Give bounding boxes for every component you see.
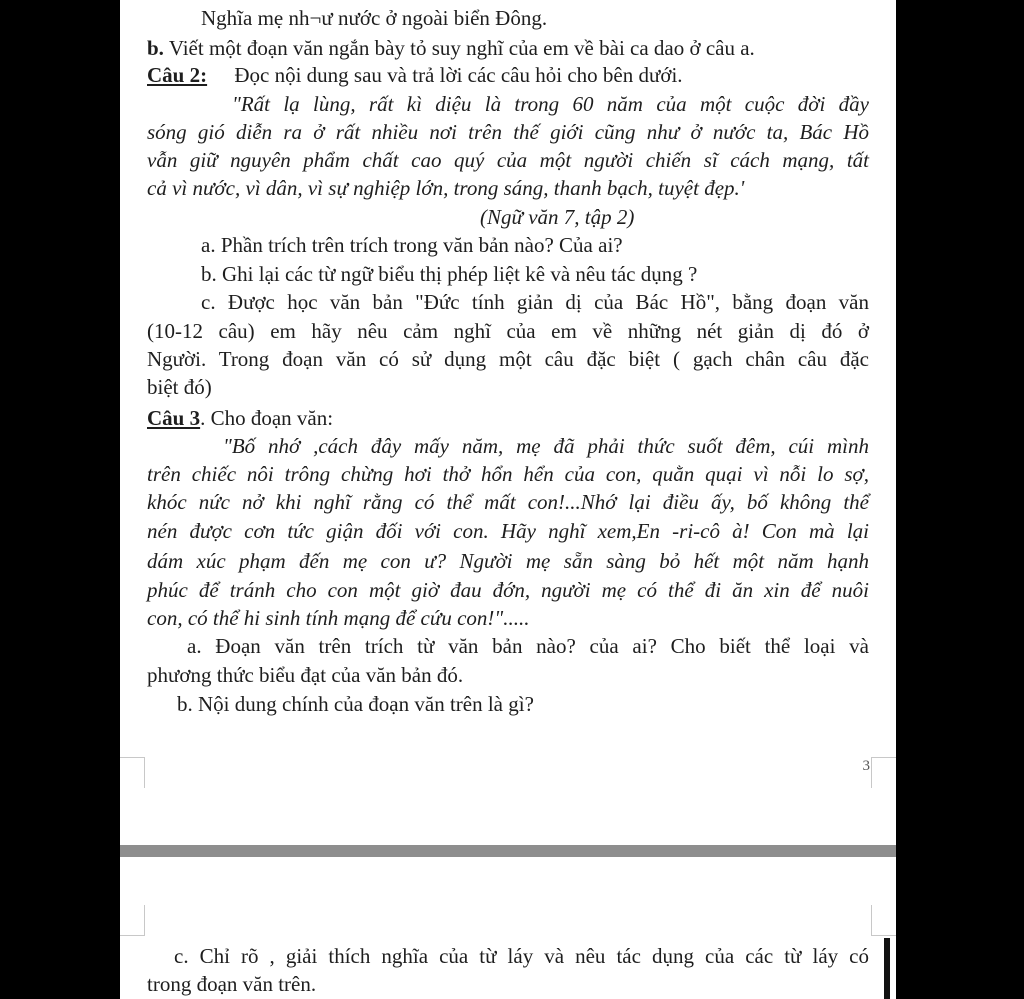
page-number: 3 <box>862 758 870 774</box>
page-separator <box>120 845 896 857</box>
document-page-1 <box>120 0 896 845</box>
quote-3-line-6: phúc để tránh cho con một giờ đau đớn, người mẹ có thể đi ăn xin để nuôi <box>147 578 869 602</box>
question-3a-line-1: a. Đoạn văn trên trích từ văn bản nào? của ai? Cho biết thể loại và <box>187 634 869 658</box>
question-2c-line-2: (10-12 câu) em hãy nêu cảm nghĩ của em về những nét giản dị đó ở <box>147 319 869 343</box>
margin-corner-mark-right <box>871 757 896 788</box>
question-3a-line-2: phương thức biểu đạt của văn bản đó. <box>147 663 464 687</box>
quote-2-line-2: sóng gió diễn ra ở rất nhiều nơi trên thế giới cũng như ở nước ta, Bác Hồ <box>147 120 869 144</box>
margin-corner-mark-left-2 <box>120 905 145 936</box>
question-1b-text: Viết một đoạn văn ngắn bày tỏ suy nghĩ của em về bài ca dao ở câu a. <box>168 36 755 60</box>
question-3-label: Câu 3 <box>147 406 201 430</box>
question-1b <box>147 35 869 62</box>
document-page-2 <box>120 857 896 999</box>
question-2-instruction: Đọc nội dung sau và trả lời các câu hỏi cho bên dưới. <box>234 63 683 87</box>
question-2c-line-3: Người. Trong đoạn văn có sử dụng một câu đặc biệt ( gạch chân câu đặc <box>147 347 869 371</box>
question-2c-line-1: c. Được học văn bản "Đức tính giản dị của Bác Hồ", bằng đoạn văn <box>201 290 869 314</box>
question-2c-line-4: biệt đó) <box>147 375 212 399</box>
question-2-heading <box>147 62 869 89</box>
quote-3-line-7: con, có thể hi sinh tính mạng để cứu con!"..... <box>147 606 530 630</box>
question-2-label: Câu 2: <box>147 63 208 87</box>
quote-3-line-1: "Bố nhớ ,cách đây mấy năm, mẹ đã phải thức suốt đêm, cúi mình <box>223 434 869 458</box>
quote-3-line-2: trên chiếc nôi trông chừng hơi thở hổn hển của con, quằn quại vì nỗi lo sợ, <box>147 462 869 486</box>
question-2b: b. Ghi lại các từ ngữ biểu thị phép liệt kê và nêu tác dụng ? <box>201 262 698 286</box>
question-3c-line-2: trong đoạn văn trên. <box>147 972 317 996</box>
quote-3-line-5: dám xúc phạm đến mẹ con ư? Người mẹ sẵn sàng bỏ hết một năm hạnh <box>147 549 869 573</box>
margin-corner-mark-right-2 <box>871 905 896 936</box>
margin-corner-mark-left <box>120 757 145 788</box>
question-3-heading <box>147 405 869 432</box>
question-3-instruction: . Cho đoạn văn: <box>200 406 334 430</box>
quote-3-line-3: khóc nức nở khi nghĩ rằng có thể mất con!...Nhớ lại điều ấy, bố không thể <box>147 490 869 514</box>
question-3b: b. Nội dung chính của đoạn văn trên là gì? <box>177 692 534 716</box>
quote-2-line-3: vẫn giữ nguyên phẩm chất cao quý của một người chiến sĩ cách mạng, tất <box>147 148 869 172</box>
question-3c-line-1: c. Chỉ rõ , giải thích nghĩa của từ láy và nêu tác dụng của các từ láy có <box>174 944 869 968</box>
vertical-scrollbar-indicator <box>884 938 890 999</box>
quote-2-line-4: cả vì nước, vì dân, vì sự nghiệp lớn, trong sáng, thanh bạch, tuyệt đẹp.' <box>147 176 745 200</box>
quote-2-line-1: "Rất lạ lùng, rất kì diệu là trong 60 năm của một cuộc đời đầy <box>232 92 869 116</box>
quote-2-source: (Ngữ văn 7, tập 2) <box>480 205 635 229</box>
quote-3-line-4: nén được cơn tức giận đối với con. Hãy nghĩ xem,En -ri-cô à! Con mà lại <box>147 519 869 543</box>
question-1b-label: b. <box>147 36 164 60</box>
question-2a: a. Phần trích trên trích trong văn bản nào? Của ai? <box>201 233 623 257</box>
line-nghia-me: Nghĩa mẹ nh¬ư nước ở ngoài biển Đông. <box>201 6 548 30</box>
